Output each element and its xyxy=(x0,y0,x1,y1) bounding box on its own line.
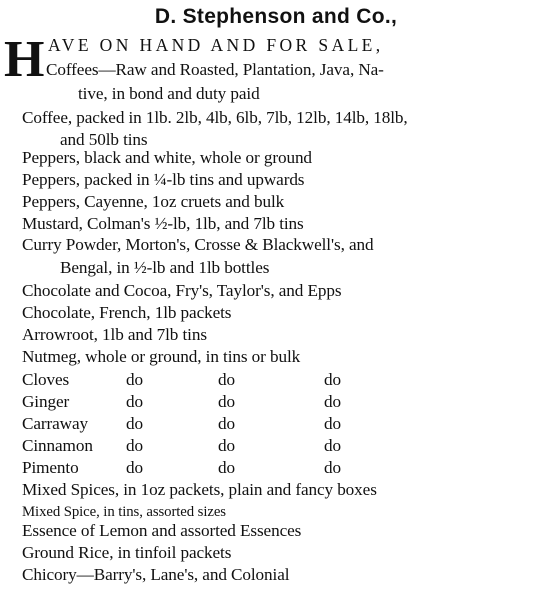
ditto-mark: do xyxy=(324,436,341,455)
list-item: Chocolate, French, 1lb packets xyxy=(22,303,232,322)
list-item: Curry Powder, Morton's, Crosse & Blackwell's, and xyxy=(22,235,374,254)
ditto-mark: do xyxy=(218,392,235,411)
advertiser-title: D. Stephenson and Co., xyxy=(154,5,398,28)
headline: AVE ON HAND AND FOR SALE, xyxy=(48,35,384,55)
ditto-mark: do xyxy=(218,414,235,433)
spice-name: Pimento xyxy=(22,458,79,477)
list-item: Mustard, Colman's ½-lb, 1lb, and 7lb tins xyxy=(22,214,304,233)
list-item: Mixed Spice, in tins, assorted sizes xyxy=(22,504,226,520)
ditto-mark: do xyxy=(324,370,341,389)
list-item: Coffees—Raw and Roasted, Plantation, Java, Na- xyxy=(46,60,384,79)
ditto-mark: do xyxy=(126,458,143,477)
list-item-continuation: Bengal, in ½-lb and 1lb bottles xyxy=(60,258,270,277)
list-item: Chicory—Barry's, Lane's, and Colonial xyxy=(22,565,290,584)
list-item: Chocolate and Cocoa, Fry's, Taylor's, and Epps xyxy=(22,281,342,300)
list-item-continuation: tive, in bond and duty paid xyxy=(78,84,260,103)
ditto-mark: do xyxy=(126,414,143,433)
list-item: Coffee, packed in 1lb. 2lb, 4lb, 6lb, 7lb, 12lb, 14lb, 18lb, xyxy=(22,108,408,127)
ditto-mark: do xyxy=(324,458,341,477)
spice-name: Cloves xyxy=(22,370,70,389)
spice-name: Carraway xyxy=(22,414,89,433)
list-item: Essence of Lemon and assorted Essences xyxy=(22,521,302,540)
list-item: Nutmeg, whole or ground, in tins or bulk xyxy=(22,347,301,366)
spice-name: Cinnamon xyxy=(22,436,93,455)
ditto-mark: do xyxy=(126,392,143,411)
ditto-mark: do xyxy=(126,436,143,455)
ditto-mark: do xyxy=(218,436,235,455)
spice-name: Ginger xyxy=(22,392,70,411)
ditto-mark: do xyxy=(218,458,235,477)
list-item: Peppers, black and white, whole or ground xyxy=(22,148,312,167)
drop-cap: H xyxy=(4,31,45,88)
ditto-mark: do xyxy=(324,414,341,433)
list-item: Peppers, Cayenne, 1oz cruets and bulk xyxy=(22,192,285,211)
ditto-mark: do xyxy=(218,370,235,389)
ditto-mark: do xyxy=(126,370,143,389)
list-item-continuation: and 50lb tins xyxy=(60,130,148,149)
list-item: Peppers, packed in ¼-lb tins and upwards xyxy=(22,170,305,189)
list-item: Ground Rice, in tinfoil packets xyxy=(22,543,232,562)
ditto-mark: do xyxy=(324,392,341,411)
list-item: Mixed Spices, in 1oz packets, plain and fancy boxes xyxy=(22,480,377,499)
list-item: Arrowroot, 1lb and 7lb tins xyxy=(22,325,207,344)
